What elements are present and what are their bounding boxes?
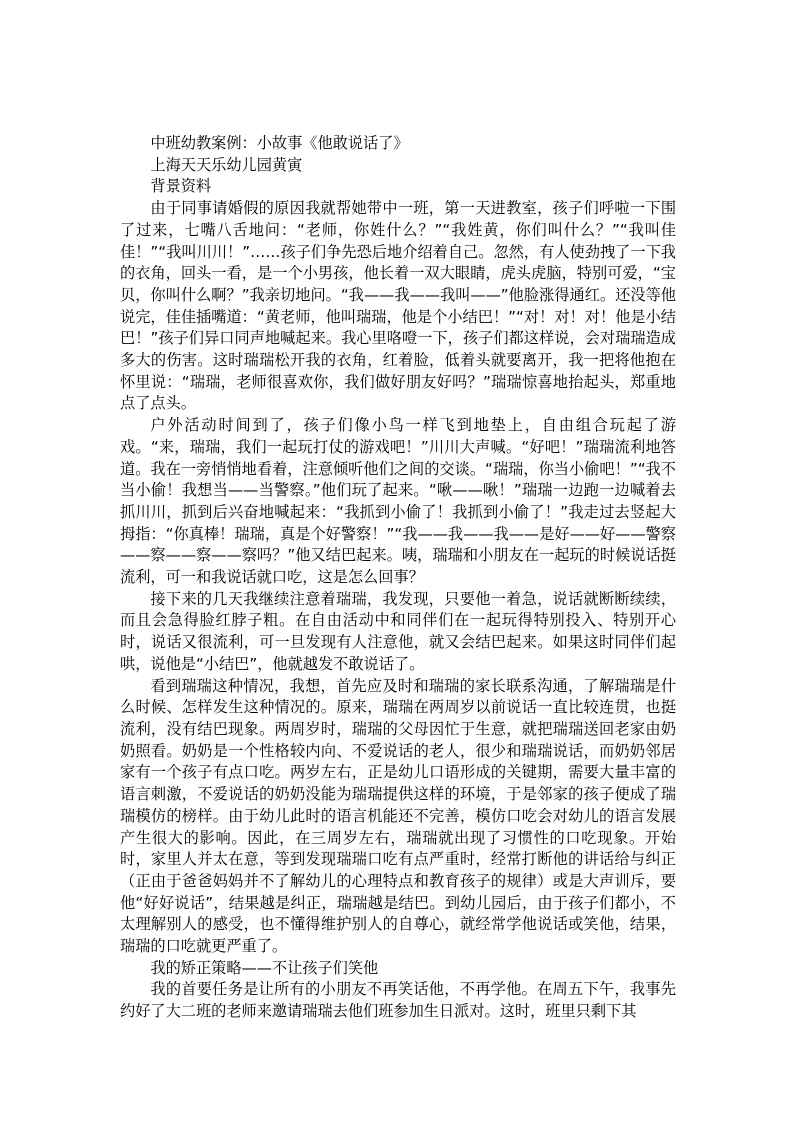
paragraph: 由于同事请婚假的原因我就帮她带中一班，第一天进教室，孩子们呼啦一下围了过来，七嘴八舌地问：“老师，你姓什么？”“我姓黄，你们叫什么？”“我叫佳佳！”“我叫川川！”……孩子们争先恐后地介绍着自己。忽然，有人使劲拽了一下我的衣角，回头一看，是一个小男孩，他长着一双大眼睛，虎头虎脑，特别可爱，“宝贝，你叫什么啊？”我亲切地问。“我——我——我叫——”他脸涨得通红。还没等他说完，佳佳插嘴道：“黄老师，他叫瑞瑞，他是个小结巴！”“对！对！对！他是小结巴！”孩子们异口同声地喊起来。我心里咯噔一下，孩子们都这样说，会对瑞瑞造成多大的伤害。这时瑞瑞松开我的衣角，红着脸，低着头就要离开，我一把将他抱在怀里说：“瑞瑞，老师很喜欢你，我们做好朋友好吗？”瑞瑞惊喜地抬起头，郑重地点了点头。 bbox=[120, 199, 676, 413]
section-heading-strategy: 我的矫正策略——不让孩子们笑他 bbox=[150, 958, 379, 977]
section-heading-background: 背景资料 bbox=[150, 177, 212, 196]
paragraph: 看到瑞瑞这种情况，我想，首先应及时和瑞瑞的家长联系沟通，了解瑞瑞是什么时候、怎样发生这种情况的。原来，瑞瑞在两周岁以前说话一直比较连贯，也挺流利，没有结巴现象。两周岁时，瑞瑞的父母因忙于生意，就把瑞瑞送回老家由奶奶照看。奶奶是一个性格较内向、不爱说话的老人，很少和瑞瑞说话，而奶奶邻居家有一个孩子有点口吃。两岁左右，正是幼儿口语形成的关键期，需要大量丰富的语言刺激，不爱说话的奶奶没能为瑞瑞提供这样的环境，于是邻家的孩子便成了瑞瑞模仿的榜样。由于幼儿此时的语言机能还不完善，模仿口吃会对幼儿的语言发展产生很大的影响。因此，在三周岁左右，瑞瑞就出现了习惯性的口吃现象。开始时，家里人并太在意，等到发现瑞瑞口吃有点严重时，经常打断他的讲话给与纠正（正由于爸爸妈妈并不了解幼儿的心理特点和教育孩子的规律）或是大声训斥，要他“好好说话”，结果越是纠正，瑞瑞越是结巴。到幼儿园后，由于孩子们都小，不太理解别人的感受，也不懂得维护别人的自尊心，就经常学他说话或笑他，结果，瑞瑞的口吃就更严重了。 bbox=[120, 676, 676, 956]
paragraph: 户外活动时间到了，孩子们像小鸟一样飞到地垫上，自由组合玩起了游戏。“来，瑞瑞，我们一起玩打仗的游戏吧！”川川大声喊。“好吧！”瑞瑞流利地答道。我在一旁悄悄地看着，注意倾听他们之间的交谈。“瑞瑞，你当小偷吧！”“我不当小偷！我想当——当警察。”他们玩了起来。“啾——啾！”瑞瑞一边跑一边喊着去抓川川，抓到后兴奋地喊起来：“我抓到小偷了！我抓到小偷了！”我走过去竖起大拇指：“你真棒！瑞瑞，真是个好警察！”“我——我——我——是好——好——警察——察——察——察吗？”他又结巴起来。咦，瑞瑞和小朋友在一起玩的时候说话挺流利，可一和我说话就口吃，这是怎么回事？ bbox=[120, 416, 676, 587]
document-title: 中班幼教案例：小故事《他敢说话了》 bbox=[150, 134, 409, 152]
paragraph: 接下来的几天我继续注意着瑞瑞，我发现，只要他一着急，说话就断断续续，而且会急得脸红脖子粗。在自由活动中和同伴们在一起玩得特别投入、特别开心时，说话又很流利，可一旦发现有人注意他，就又会结巴起来。如果这时同伴们起哄，说他是“小结巴”，他就越发不敢说话了。 bbox=[120, 589, 676, 673]
paragraph: 我的首要任务是让所有的小朋友不再笑话他，不再学他。在周五下午，我事先约好了大二班的老师来邀请瑞瑞去他们班参加生日派对。这时，班里只剩下其 bbox=[120, 980, 676, 1021]
document-body bbox=[120, 133, 676, 1023]
document-author: 上海天天乐幼儿园黄寅 bbox=[150, 155, 303, 174]
